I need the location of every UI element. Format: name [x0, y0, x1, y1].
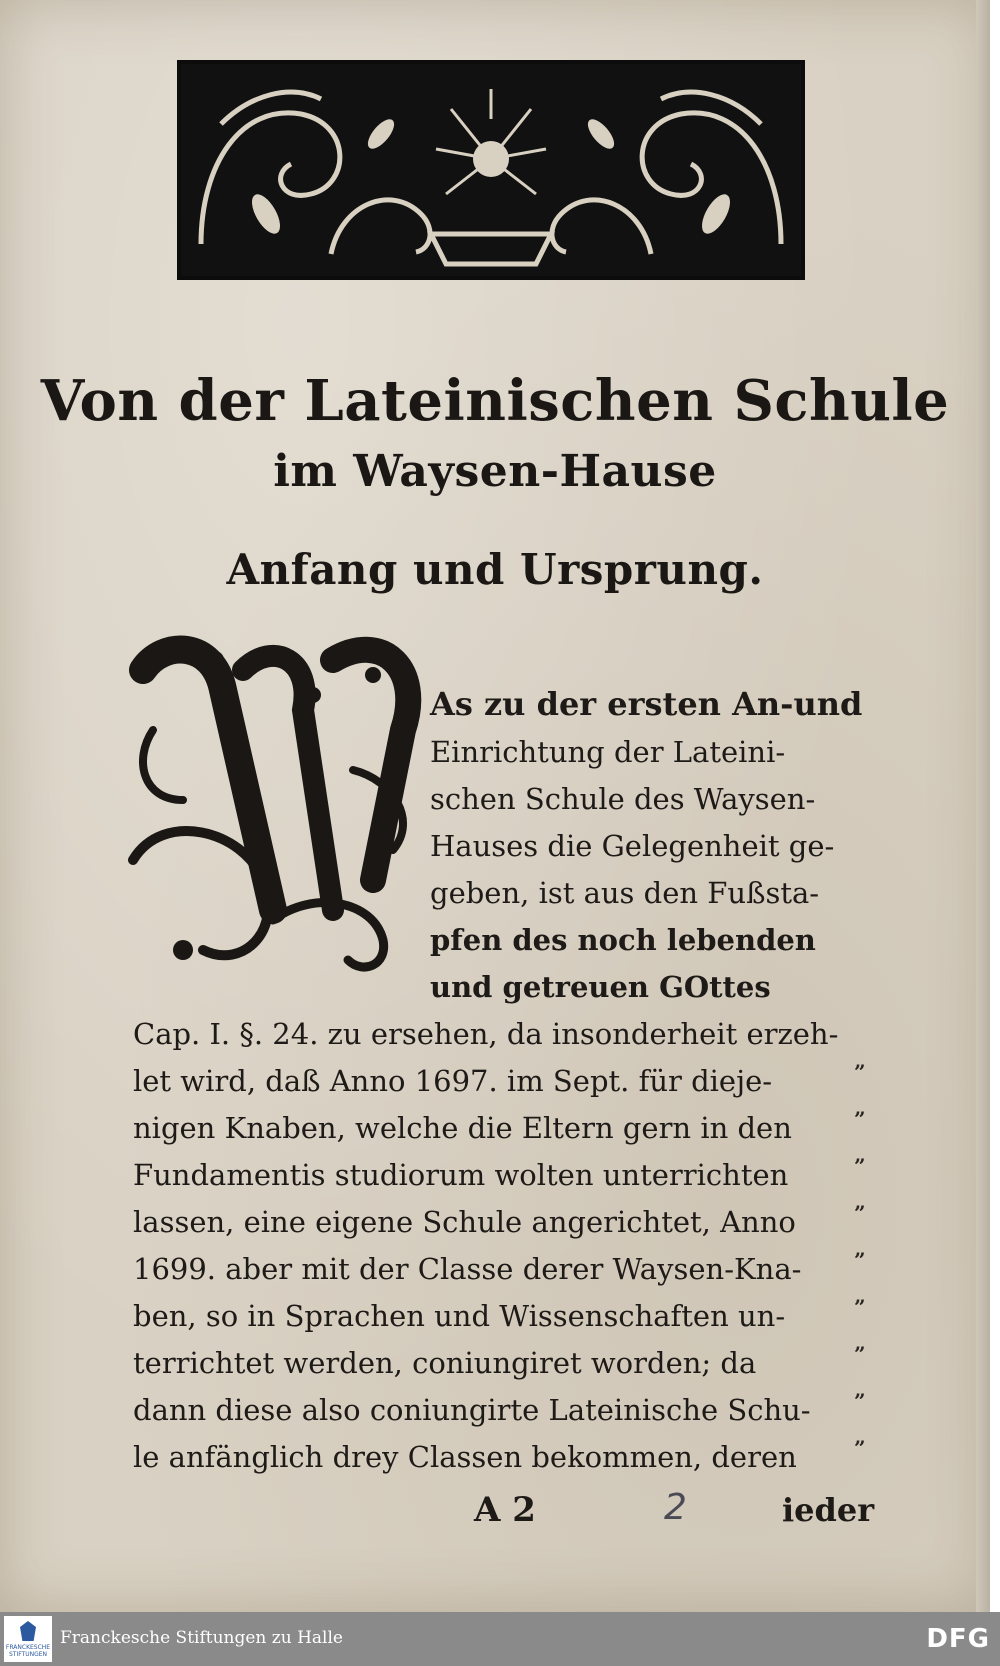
- text-line-1: As zu der ersten An-und: [430, 685, 863, 723]
- text-line-3: schen Schule des Waysen-: [430, 782, 816, 816]
- text-line-17: le anfänglich drey Classen bekommen, deren: [133, 1440, 797, 1474]
- signature-mark: A 2: [474, 1490, 536, 1530]
- ornament-graphic: [181, 64, 801, 276]
- catchword: ieder: [782, 1491, 875, 1529]
- page-title-line-2: im Waysen-Hause: [273, 446, 717, 497]
- section-heading: Anfang und Ursprung.: [226, 545, 764, 594]
- text-line-8: Cap. I. §. 24. zu ersehen, da insonderheit erzeh-: [133, 1017, 839, 1051]
- margin-quote-mark: ”: [854, 1201, 866, 1225]
- margin-quote-mark: ”: [854, 1107, 866, 1131]
- text-line-13: 1699. aber mit der Classe derer Waysen-Kna-: [133, 1252, 802, 1286]
- dfg-logo[interactable]: DFG: [926, 1624, 990, 1654]
- initial-letter-graphic: [123, 630, 428, 980]
- text-line-2: Einrichtung der Lateini-: [430, 735, 786, 769]
- margin-quote-mark: ”: [854, 1389, 866, 1413]
- decorated-initial-w: [123, 630, 428, 980]
- margin-quote-mark: ”: [854, 1060, 866, 1084]
- margin-quote-mark: ”: [854, 1154, 866, 1178]
- logo-text: FRANCKESCHE STIFTUNGEN: [5, 1644, 51, 1658]
- text-line-16: dann diese also coniungirte Lateinische Schu-: [133, 1393, 811, 1427]
- page-title-line-1: Von der Lateinischen Schule: [40, 368, 950, 434]
- text-line-6: pfen des noch lebenden: [430, 923, 816, 957]
- margin-quote-mark: ”: [854, 1342, 866, 1366]
- margin-quote-mark: ”: [854, 1295, 866, 1319]
- margin-quote-mark: ”: [854, 1248, 866, 1272]
- text-line-12: lassen, eine eigene Schule angerichtet, Anno: [133, 1205, 796, 1239]
- institution-name-link[interactable]: Franckesche Stiftungen zu Halle: [60, 1628, 343, 1648]
- text-line-10: nigen Knaben, welche die Eltern gern in den: [133, 1111, 792, 1145]
- footer-bar: [0, 1612, 1000, 1666]
- text-line-15: terrichtet werden, coniungiret worden; da: [133, 1346, 757, 1380]
- text-line-7: und getreuen GOttes: [430, 970, 771, 1004]
- handwritten-page-number: 2: [664, 1487, 687, 1528]
- logo-emblem-icon: [20, 1621, 36, 1641]
- margin-quote-mark: ”: [854, 1436, 866, 1460]
- text-line-5: geben, ist aus den Fußsta-: [430, 876, 820, 910]
- institution-logo[interactable]: [4, 1616, 52, 1662]
- text-line-11: Fundamentis studiorum wolten unterrichten: [133, 1158, 789, 1192]
- text-line-14: ben, so in Sprachen und Wissenschaften un-: [133, 1299, 786, 1333]
- woodcut-ornament-banner: [177, 60, 805, 280]
- text-line-4: Hauses die Gelegenheit ge-: [430, 829, 835, 863]
- text-line-9: let wird, daß Anno 1697. im Sept. für dieje-: [133, 1064, 773, 1098]
